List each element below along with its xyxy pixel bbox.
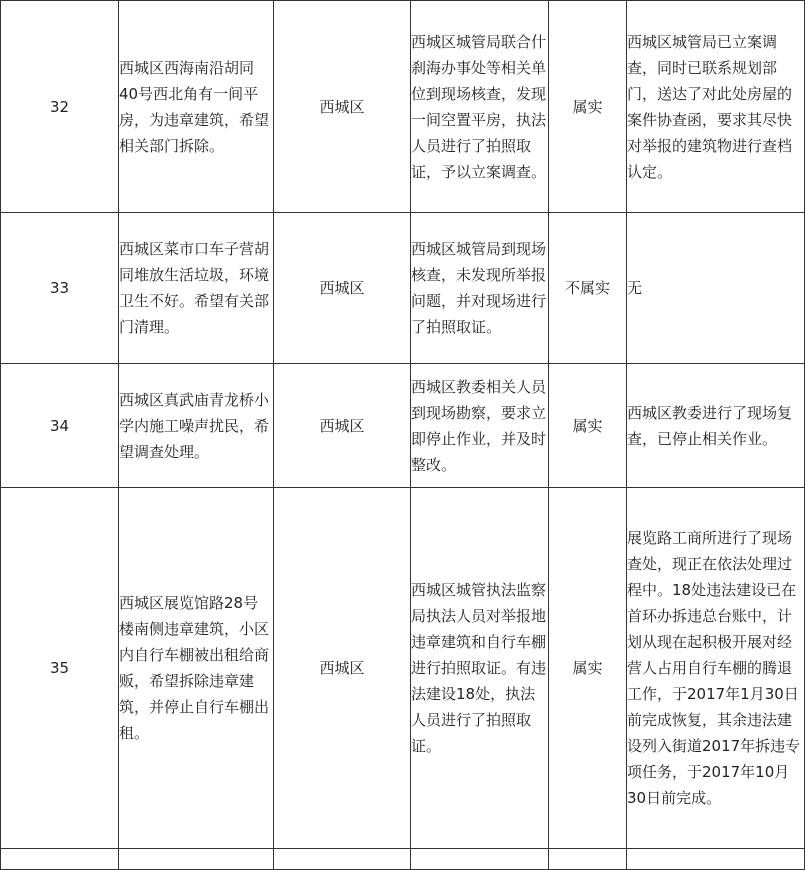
row-number: 34	[1, 364, 119, 488]
investigation-action-text: 西城区城管局到现场核查，未发现所举报问题，并对现场进行了拍照取证。	[411, 240, 547, 336]
empty-cell	[1, 849, 119, 870]
complaint-description	[119, 488, 274, 849]
row-number: 32	[1, 1, 119, 213]
investigation-action	[411, 1, 549, 213]
complaint-description-text: 西城区展览馆路28号楼南侧违章建筑，小区内自行车棚被出租给商贩，希望拆除违章建筑，并停止自行车棚出租。	[119, 594, 270, 742]
district-cell: 西城区	[274, 488, 411, 849]
complaint-description	[119, 213, 274, 364]
empty-cell	[627, 849, 805, 870]
investigation-action	[411, 488, 549, 849]
handling-result-text: 西城区城管局已立案调查，同时已联系规划部门，送达了对此处房屋的案件协查函，要求其尽快对举报的建筑物进行查档认定。	[627, 32, 793, 181]
district-cell: 西城区	[274, 213, 411, 364]
table-row	[1, 1, 805, 213]
verification-status: 属实	[549, 1, 627, 213]
investigation-action	[411, 213, 549, 364]
verification-status: 不属实	[549, 213, 627, 364]
handling-result-text: 无	[627, 279, 643, 297]
handling-result	[627, 1, 805, 213]
complaint-description-text: 西城区西海南沿胡同40号西北角有一间平房，为违章建筑，希望相关部门拆除。	[119, 58, 270, 155]
district-cell: 西城区	[274, 1, 411, 213]
table-row	[1, 213, 805, 364]
empty-cell	[119, 849, 274, 870]
table-row	[1, 364, 805, 488]
empty-cell	[549, 849, 627, 870]
handling-result	[627, 364, 805, 488]
verification-status: 属实	[549, 488, 627, 849]
investigation-action-text: 西城区教委相关人员到现场勘察，要求立即停止作业，并及时整改。	[411, 377, 547, 474]
complaint-description	[119, 364, 274, 488]
handling-result	[627, 488, 805, 849]
handling-result	[627, 213, 805, 364]
complaint-description	[119, 1, 274, 213]
empty-cell	[274, 849, 411, 870]
table-row-partial	[1, 849, 805, 870]
investigation-action-text: 西城区城管执法监察局执法人员对举报地违章建筑和自行车棚进行拍照取证。有违法建设18处，执法人员进行了拍照取证。	[411, 581, 547, 755]
district-cell: 西城区	[274, 364, 411, 488]
verification-status: 属实	[549, 364, 627, 488]
complaint-description-text: 西城区真武庙青龙桥小学内施工噪声扰民，希望调查处理。	[119, 390, 270, 461]
row-number: 33	[1, 213, 119, 364]
investigation-action	[411, 364, 549, 488]
table-row	[1, 488, 805, 849]
complaint-description-text: 西城区菜市口车子营胡同堆放生活垃圾，环境卫生不好。希望有关部门清理。	[119, 240, 270, 336]
handling-result-text: 西城区教委进行了现场复查，已停止相关作业。	[627, 403, 793, 448]
empty-cell	[411, 849, 549, 870]
handling-result-text: 展览路工商所进行了现场查处，现正在依法处理过程中。18处违法建设已在首环办拆违总台账中，计划从现在起积极开展对经营人占用自行车棚的腾退工作，于2017年1月30日前完成恢复，其余违法建设列入街道2017年拆违专项任务，于2017年10月30日前完成。	[627, 529, 801, 807]
investigation-action-text: 西城区城管局联合什刹海办事处等相关单位到现场核查，发现一间空置平房，执法人员进行了拍照取证，予以立案调查。	[411, 32, 547, 181]
row-number: 35	[1, 488, 119, 849]
